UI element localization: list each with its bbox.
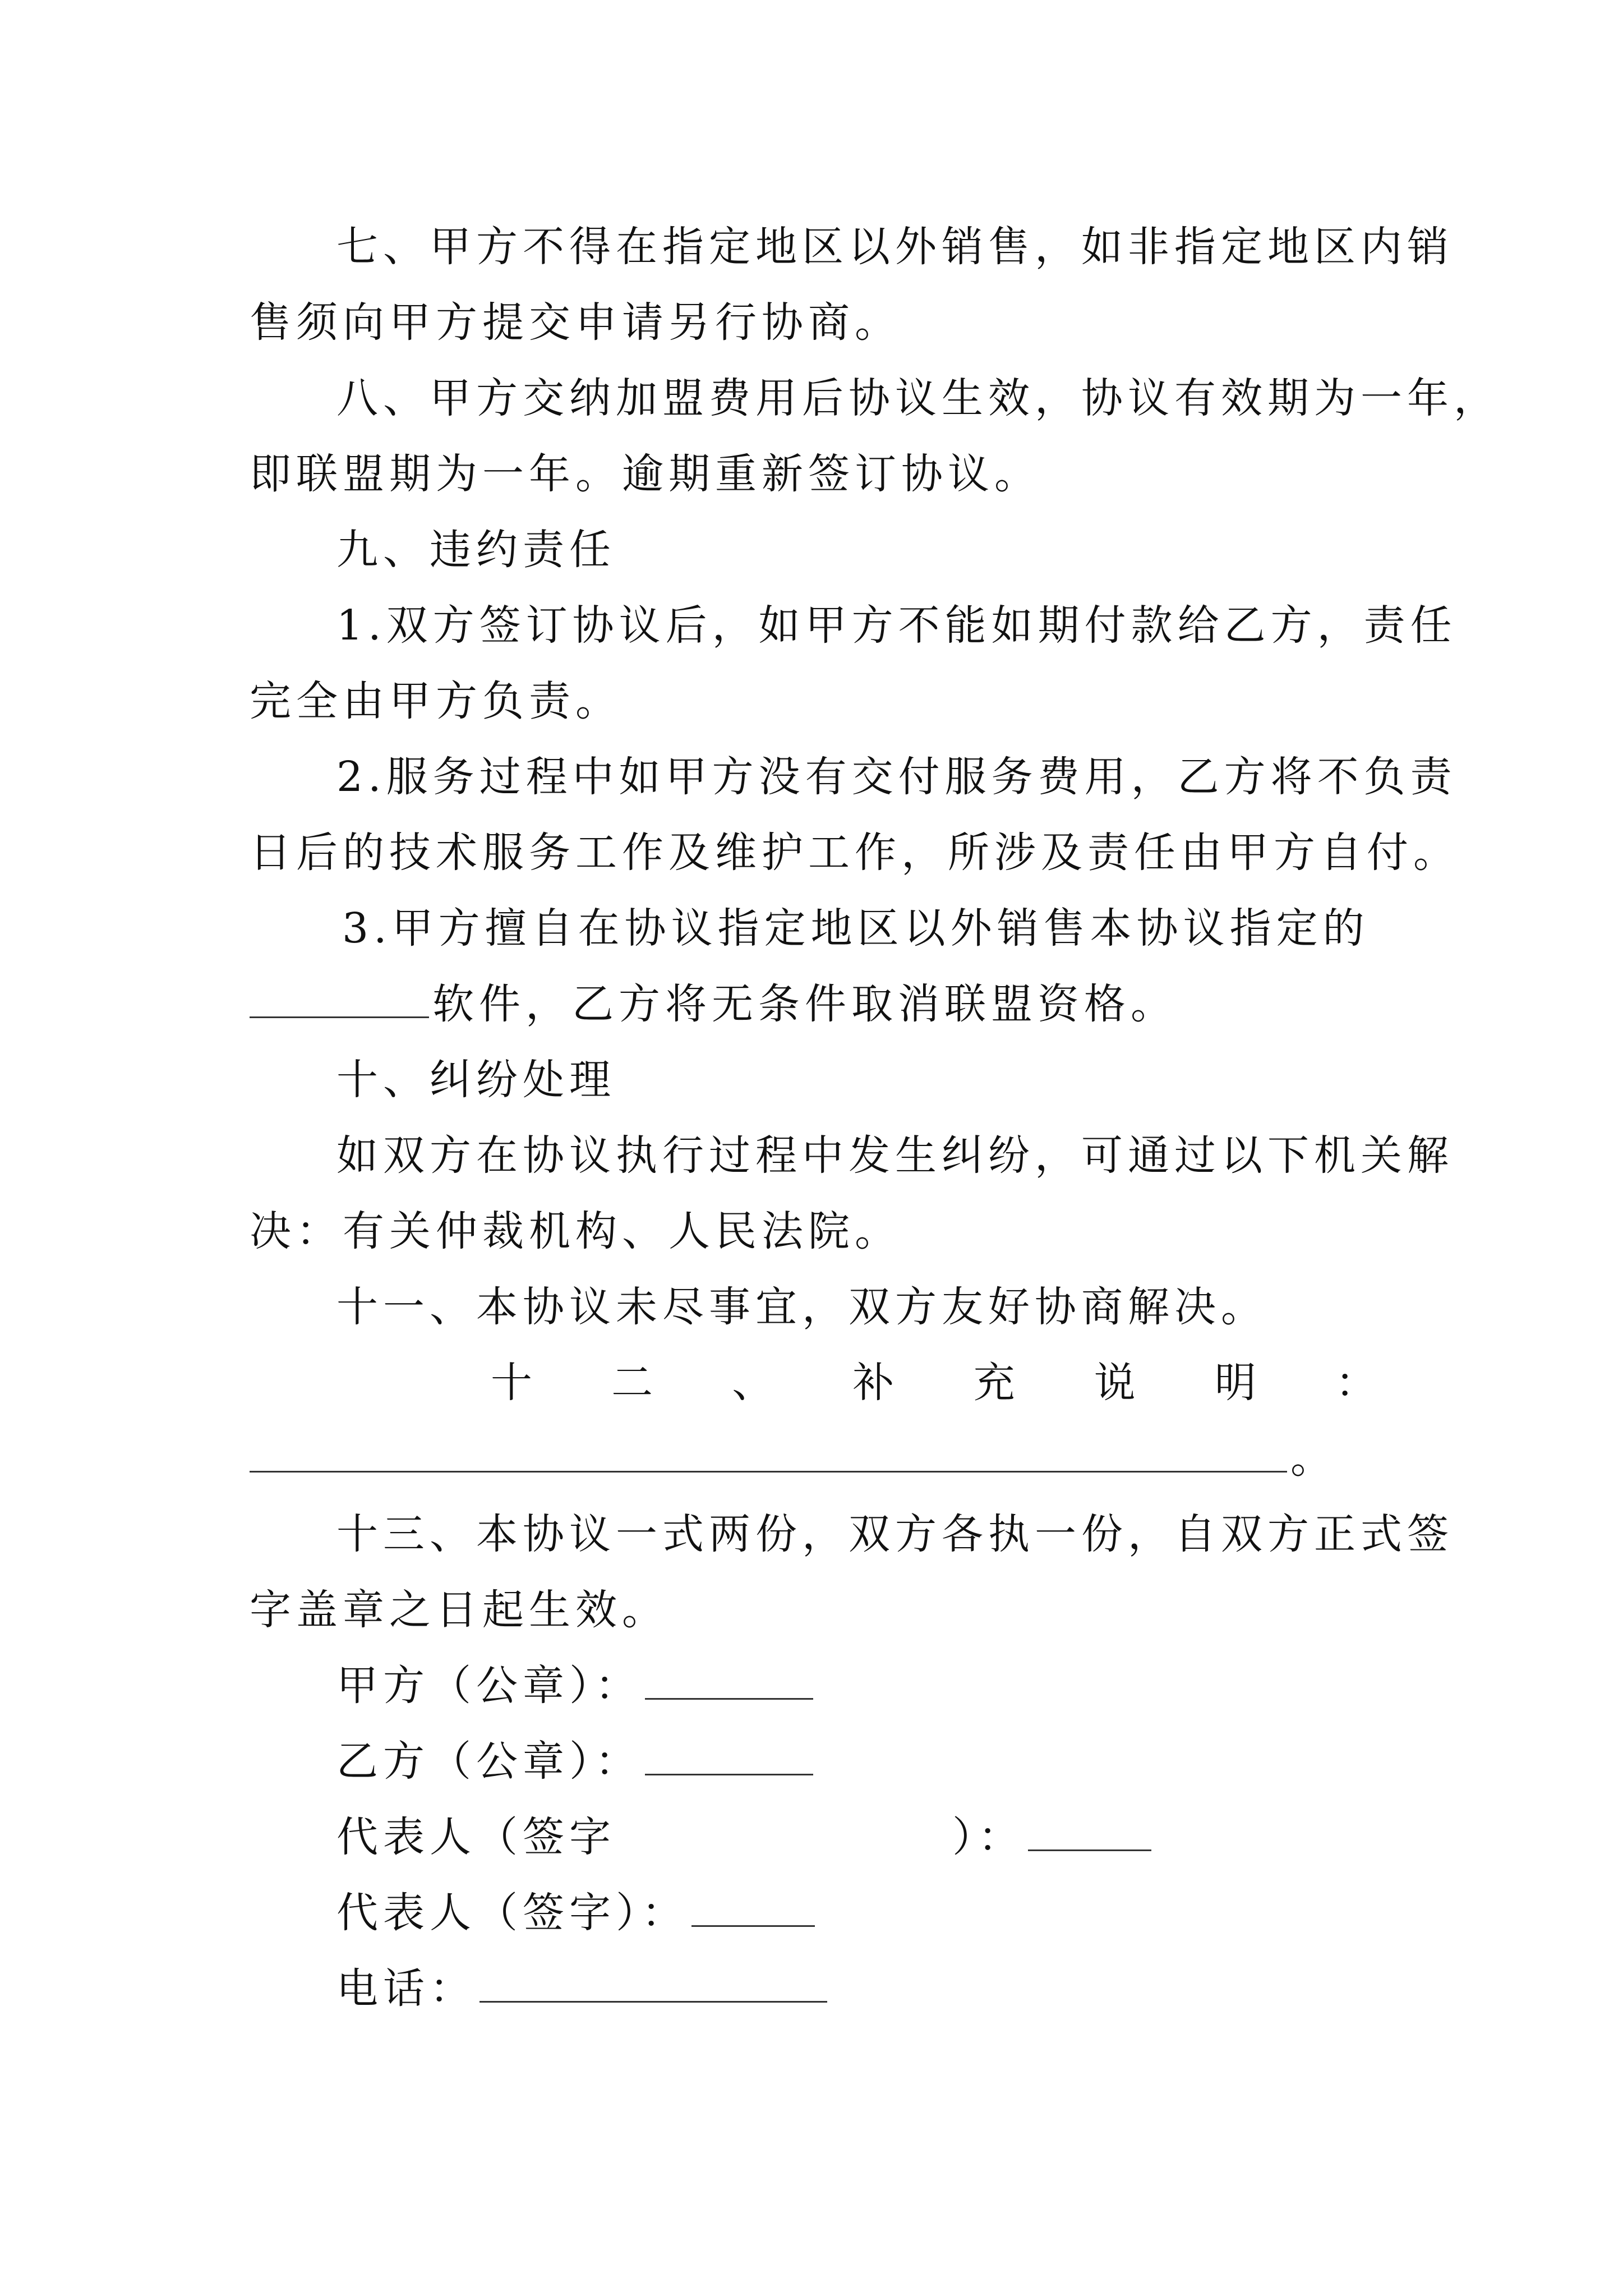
party-b-seal-blank [645,1734,813,1775]
phone-blank [479,1962,827,2003]
clause-9-2-line-1: 2.服务过程中如甲方没有交付服务费用，乙方将不负责 [336,753,1457,801]
clause-9-3-line-2 [250,973,1388,1035]
clause-9-2-line-2: 日后的技术服务工作及维护工作，所涉及责任由甲方自付。 [250,829,1460,877]
party-a-seal-blank [645,1659,813,1700]
clause-10-line-1: 如双方在协议执行过程中发生纠纷，可通过以下机关解 [336,1131,1454,1180]
representative-sign-label-2: 代表人（签字）： [336,1889,688,1937]
representative-sign-label-end: ）： [952,1813,1025,1861]
supplementary-blank [250,1432,1287,1473]
clause-12-char: 补 [852,1359,895,1407]
clause-7-line-2: 售须向甲方提交申请另行协商。 [250,298,901,347]
phone-line [336,1958,1388,2019]
clause-12-char: 十 [491,1359,532,1407]
party-b-seal-line [336,1731,1388,1792]
clause-8-line-2: 即联盟期为一年。逾期重新签订协议。 [250,450,1041,498]
representative-sign-blank-1 [1028,1810,1151,1851]
clause-10-line-2: 决：有关仲裁机构、人民法院。 [250,1207,901,1255]
supplementary-period: 。 [1290,1434,1337,1483]
clause-13-line-2: 字盖章之日起生效。 [250,1586,668,1634]
clause-12-char: 、 [732,1359,774,1407]
clause-9-3-line-1: 3.甲方擅自在协议指定地区以外销售本协议指定的 [342,904,1370,953]
clause-9-1-line-2: 完全由甲方负责。 [250,677,622,725]
clause-11: 十一、本协议未尽事宜，双方友好协商解决。 [336,1283,1267,1331]
clause-12-char: ： [1335,1359,1377,1407]
supplementary-blank-line [250,1428,1388,1489]
clause-12-char: 充 [973,1359,1015,1407]
clause-7-line-1: 七、甲方不得在指定地区以外销售，如非指定地区内销 [336,223,1454,271]
representative-sign-line-2 [336,1882,1388,1944]
clause-9-1-line-1: 1.双方签订协议后，如甲方不能如期付款给乙方，责任 [336,601,1457,650]
clause-9-heading: 九、违约责任 [336,526,616,574]
phone-label: 电话： [336,1964,476,2013]
clause-12-heading [491,1352,1377,1414]
clause-10-heading: 十、纠纷处理 [336,1056,616,1104]
clause-12-char: 明 [1214,1359,1256,1407]
representative-sign-line-1 [336,1806,1388,1868]
clause-12-char: 二 [611,1359,653,1407]
party-a-seal-label: 甲方（公章）： [336,1662,642,1710]
clause-12-char: 说 [1094,1359,1136,1407]
clause-13-line-1: 十三、本协议一式两份，双方各执一份，自双方正式签 [336,1510,1454,1558]
representative-sign-blank-2 [691,1886,815,1927]
clause-8-line-1: 八、甲方交纳加盟费用后协议生效，协议有效期为一年， [336,374,1500,422]
party-a-seal-line [336,1655,1388,1717]
representative-sign-label-start: 代表人（签字 [336,1813,616,1861]
party-b-seal-label: 乙方（公章）： [336,1737,642,1786]
software-name-blank [250,977,429,1018]
clause-9-3-line-2-text: 软件，乙方将无条件取消联盟资格。 [432,980,1177,1028]
